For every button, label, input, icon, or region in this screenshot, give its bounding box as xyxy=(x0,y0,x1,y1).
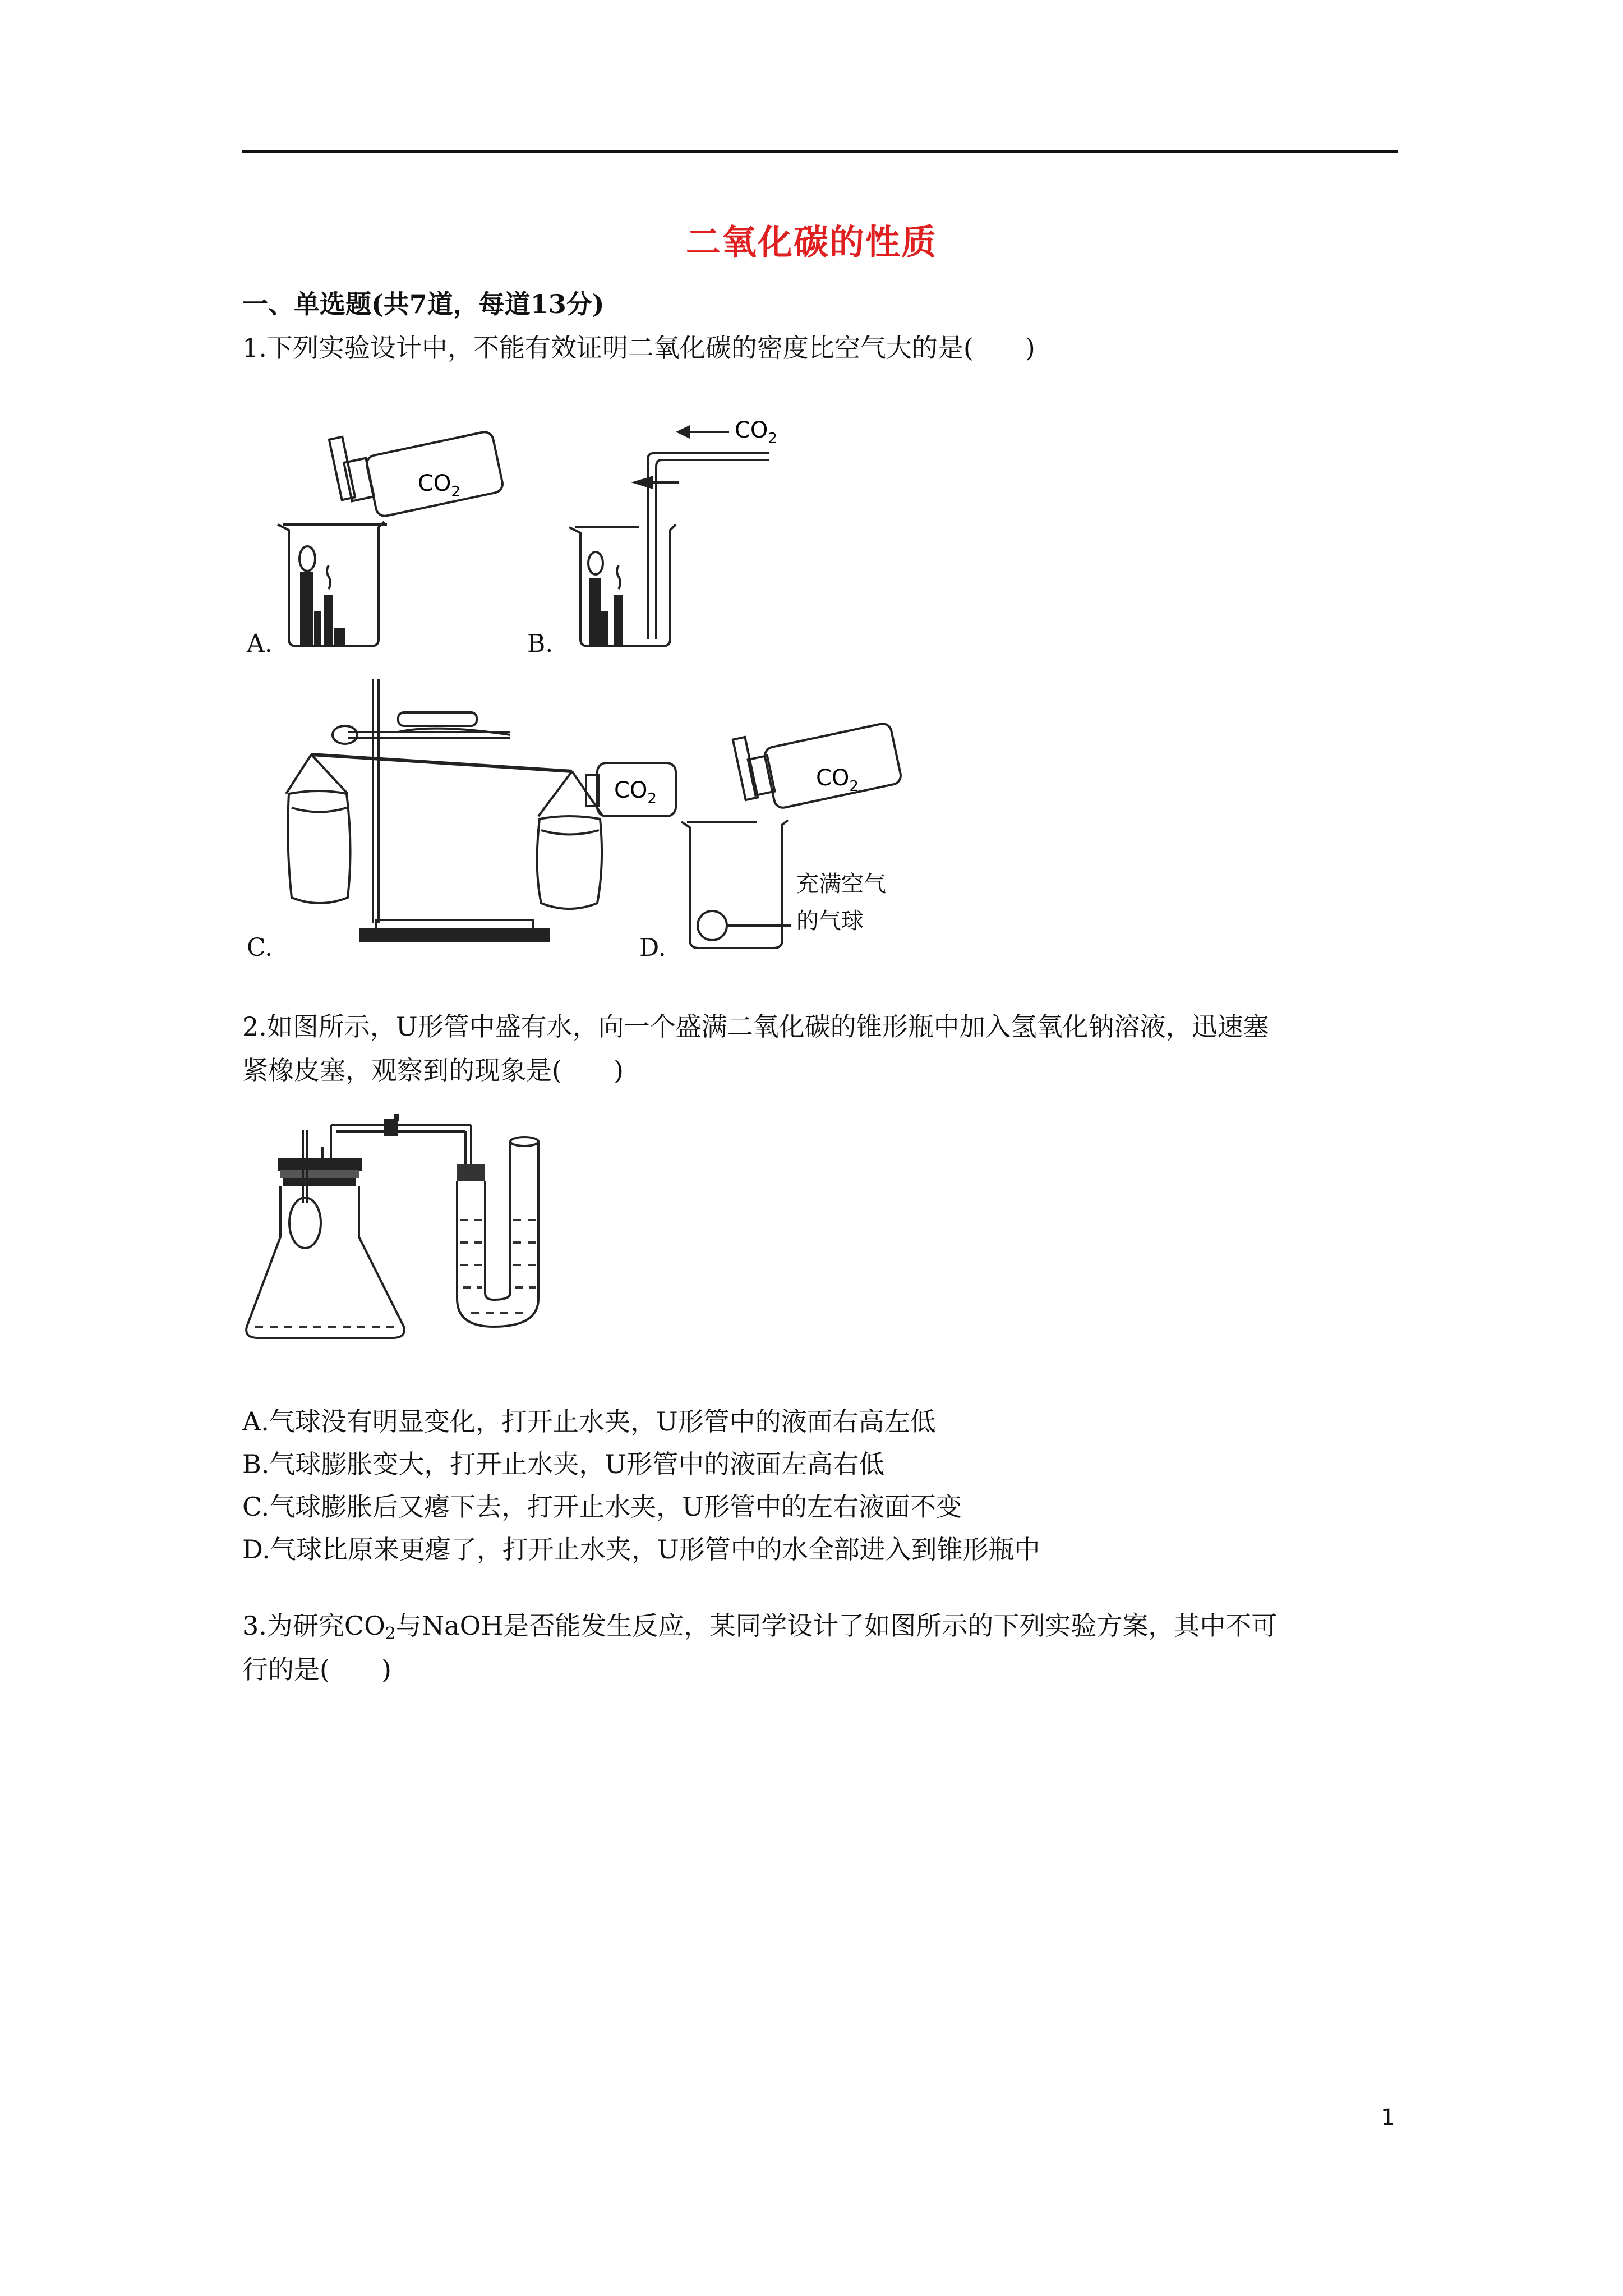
q3-stem-pre: 3.为研究CO xyxy=(242,1611,385,1641)
q3-stem-line1 xyxy=(242,1609,1277,1642)
q3-stem-line2: 行的是( ) xyxy=(242,1654,391,1685)
q1-stem: 1.下列实验设计中，不能有效证明二氧化碳的密度比空气大的是( ) xyxy=(242,333,1035,363)
q1-option-c: C. xyxy=(247,933,273,962)
page-title: 二氧化碳的性质 xyxy=(685,222,937,263)
q1-option-a: A. xyxy=(247,629,273,658)
q3-stem-sub: 2 xyxy=(385,1624,396,1644)
page-number: 1 xyxy=(1381,2105,1395,2131)
section-heading: 一、单选题(共7道，每道13分) xyxy=(242,289,605,319)
q2-option-a: A.气球没有明显变化，打开止水夹，U形管中的液面右高左低 xyxy=(242,1406,936,1437)
q1-c-co2-label: $CO_2$ xyxy=(614,777,657,807)
q1-figure-a xyxy=(275,426,544,651)
q1-figure-c xyxy=(275,679,679,954)
q1-b-co2-label: $CO_2$ xyxy=(735,417,777,447)
q2-option-d: D.气球比原来更瘪了，打开止水夹，U形管中的水全部进入到锥形瓶中 xyxy=(242,1534,1040,1565)
q2-stem-line2: 紧橡皮塞，观察到的现象是( ) xyxy=(242,1055,624,1085)
q2-stem-line1: 2.如图所示，U形管中盛有水，向一个盛满二氧化碳的锥形瓶中加入氢氧化钠溶液，迅速塞 xyxy=(242,1011,1269,1042)
q2-option-b: B.气球膨胀变大，打开止水夹，U形管中的液面左高右低 xyxy=(242,1449,885,1479)
q2-option-c: C.气球膨胀后又瘪下去，打开止水夹，U形管中的左右液面不变 xyxy=(242,1492,962,1522)
q1-d-balloon-label-1: 充满空气 xyxy=(796,871,886,897)
q1-d-co2-label: $CO_2$ xyxy=(816,765,859,795)
q1-option-d: D. xyxy=(639,933,666,962)
q1-a-co2-label: $CO_2$ xyxy=(418,471,460,500)
q2-figure xyxy=(247,1091,583,1349)
header-rule xyxy=(242,150,1398,153)
q1-figure-b xyxy=(566,415,813,651)
q1-option-b: B. xyxy=(527,629,554,658)
q1-d-balloon-label-2: 的气球 xyxy=(796,908,864,934)
q3-stem-post: 与NaOH是否能发生反应，某同学设计了如图所示的下列实验方案，其中不可 xyxy=(395,1611,1278,1641)
